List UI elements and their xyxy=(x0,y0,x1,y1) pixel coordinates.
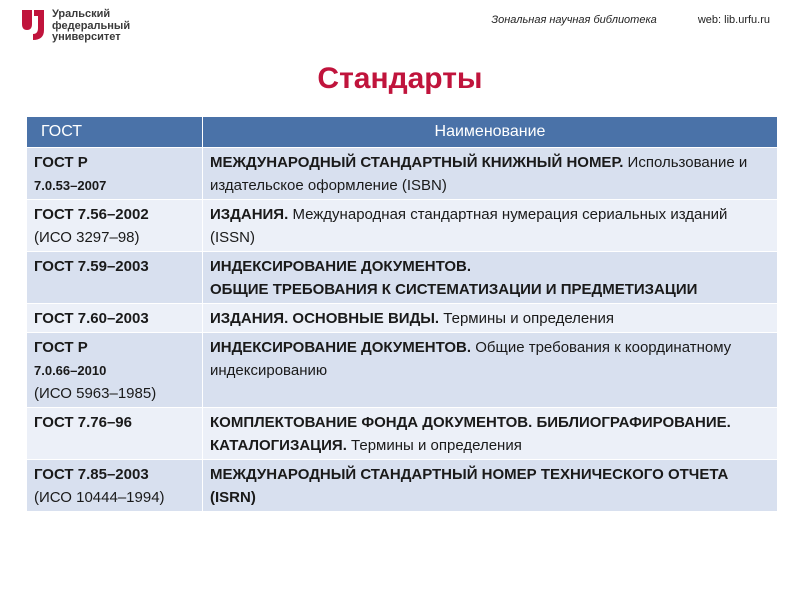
gost-code-cell xyxy=(27,408,203,460)
standard-name-cell xyxy=(203,408,778,460)
table-header-row xyxy=(27,117,778,148)
urfu-logo-icon xyxy=(20,8,46,42)
standard-name-cell xyxy=(203,460,778,512)
gost-code: ГОСТ 7.76–96 xyxy=(34,414,132,431)
standard-name-bold: ИНДЕКСИРОВАНИЕ ДОКУМЕНТОВ. xyxy=(210,258,472,275)
standard-name-bold: КОМПЛЕКТОВАНИЕ ФОНДА ДОКУМЕНТОВ. БИБЛИОГРАФИРОВАНИЕ. КАТАЛОГИЗАЦИЯ. xyxy=(210,414,731,454)
standard-name-rest: Термины и определения xyxy=(443,310,615,327)
table-row xyxy=(27,252,778,304)
table-row xyxy=(27,333,778,408)
table-row xyxy=(27,408,778,460)
gost-code: ГОСТ 7.85–2003 xyxy=(34,466,149,483)
standard-name-cell xyxy=(203,304,778,333)
standard-name-bold: ИЗДАНИЯ. xyxy=(210,206,289,223)
standards-table xyxy=(26,116,778,512)
university-line-2: федеральный xyxy=(52,19,131,32)
page-title: Стандарты xyxy=(317,62,483,95)
gost-code-cell xyxy=(27,200,203,252)
standard-name-rest: Международная стандартная нумерация сериальных изданий (ISSN) xyxy=(210,206,728,246)
gost-number: 7.0.53–2007 xyxy=(34,178,107,193)
university-line-1: Уральский xyxy=(52,8,111,20)
standard-name-rest: Общие требования к координатному индексированию xyxy=(210,339,732,379)
table-row xyxy=(27,304,778,333)
gost-code-cell xyxy=(27,148,203,200)
header-info xyxy=(491,14,770,26)
gost-code-cell xyxy=(27,333,203,408)
standard-name-bold: МЕЖДУНАРОДНЫЙ СТАНДАРТНЫЙ КНИЖНЫЙ НОМЕР. xyxy=(210,154,624,171)
table-row xyxy=(27,148,778,200)
website-link[interactable]: web: lib.urfu.ru xyxy=(697,14,770,26)
column-header-gost: ГОСТ xyxy=(27,117,203,148)
standard-name-bold: МЕЖДУНАРОДНЫЙ СТАНДАРТНЫЙ НОМЕР ТЕХНИЧЕСКОГО ОТЧЕТА (ISRN) xyxy=(210,466,729,506)
standard-name-cell xyxy=(203,333,778,408)
library-name: Зональная научная библиотека xyxy=(491,14,657,26)
university-name xyxy=(52,9,130,44)
standard-name-cell xyxy=(203,148,778,200)
iso-code: (ИСО 3297–98) xyxy=(34,229,140,246)
iso-code: (ИСО 5963–1985) xyxy=(34,385,157,402)
university-line-3: университет xyxy=(52,31,121,43)
table-row xyxy=(27,460,778,512)
gost-code-cell xyxy=(27,304,203,333)
standard-name-rest: Использование и издательское оформление (ISBN) xyxy=(210,154,748,194)
gost-code-cell xyxy=(27,460,203,512)
standard-name-bold: ИЗДАНИЯ. ОСНОВНЫЕ ВИДЫ. xyxy=(210,310,440,327)
standard-name-bold: ИНДЕКСИРОВАНИЕ ДОКУМЕНТОВ. xyxy=(210,339,472,356)
standard-name-rest: Термины и определения xyxy=(351,437,522,454)
gost-code: ГОСТ 7.59–2003 xyxy=(34,258,149,275)
column-header-name: Наименование xyxy=(203,117,778,148)
university-logo xyxy=(20,6,170,46)
table-row xyxy=(27,200,778,252)
gost-code: ГОСТ Р xyxy=(34,154,88,171)
gost-code: ГОСТ 7.56–2002 xyxy=(34,206,149,223)
gost-code: ГОСТ Р xyxy=(34,339,88,356)
gost-code-cell xyxy=(27,252,203,304)
standard-name-cell xyxy=(203,252,778,304)
iso-code: (ИСО 10444–1994) xyxy=(34,489,165,506)
standard-name-cell xyxy=(203,200,778,252)
gost-number: 7.0.66–2010 xyxy=(34,363,107,378)
standard-name-rest: ОБЩИЕ ТРЕБОВАНИЯ К СИСТЕМАТИЗАЦИИ И ПРЕДМЕТИЗАЦИИ xyxy=(210,281,698,298)
gost-code: ГОСТ 7.60–2003 xyxy=(34,310,149,327)
